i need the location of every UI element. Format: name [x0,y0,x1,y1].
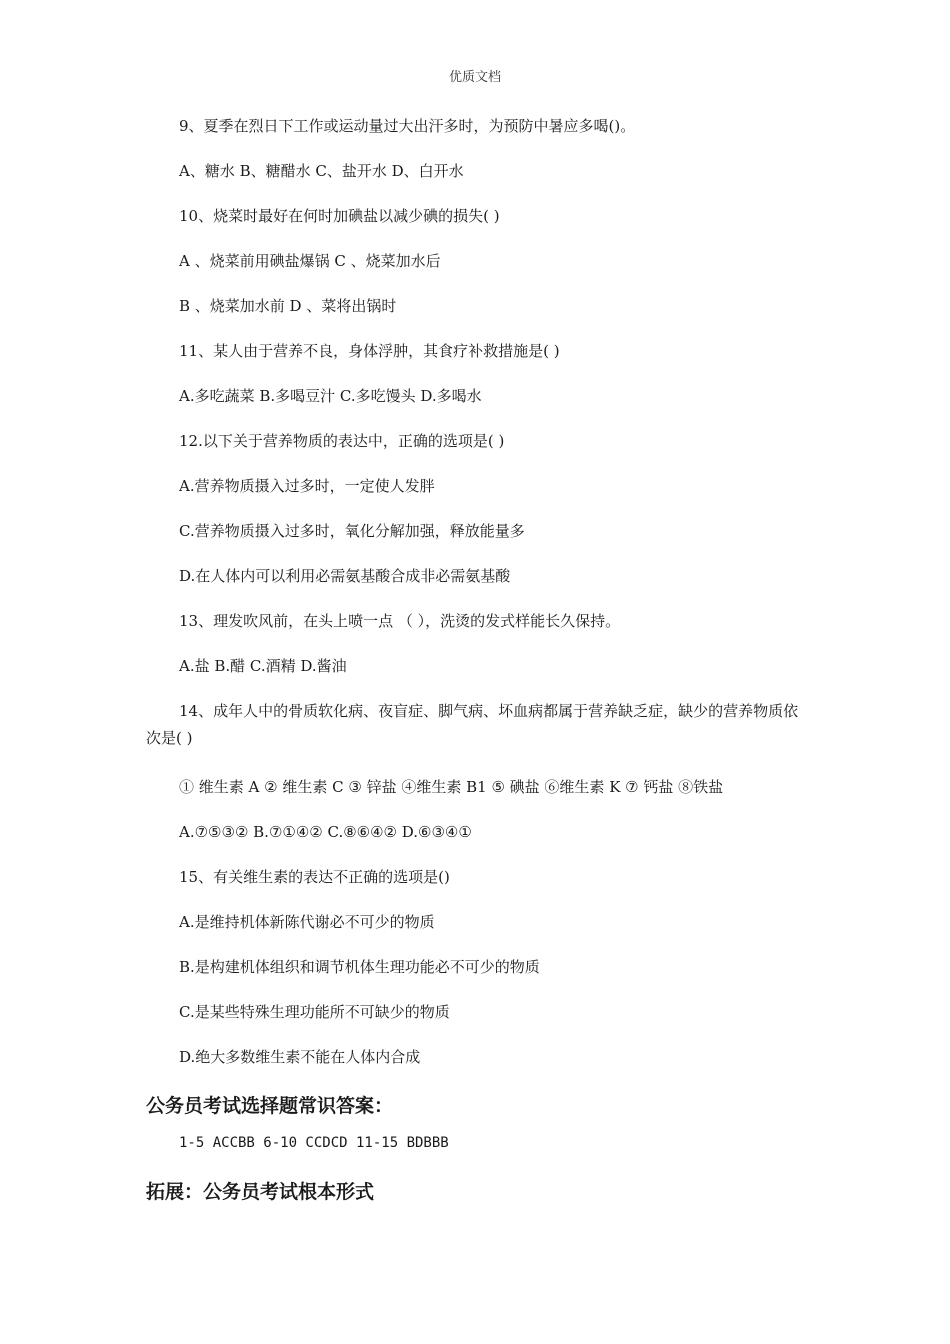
question-15-option-d: D.绝大多数维生素不能在人体内合成 [179,1048,421,1066]
question-15-option-c: C.是某些特殊生理功能所不可缺少的物质 [179,1003,450,1021]
question-10-options-a-c: A 、烧菜前用碘盐爆锅 C 、烧菜加水后 [179,252,441,270]
question-9-options: A、糖水 B、糖醋水 C、盐开水 D、白开水 [179,162,464,180]
question-12-option-a: A.营养物质摄入过多时，一定使人发胖 [179,477,435,495]
question-13-options: A.盐 B.醋 C.酒精 D.酱油 [179,657,347,675]
page-header: 优质文档 [448,70,501,85]
extension-heading: 拓展：公务员考试根本形式 [146,1181,375,1203]
question-12-option-c: C.营养物质摄入过多时，氧化分解加强，释放能量多 [179,522,525,540]
question-14: 14、成年人中的骨质软化病、夜盲症、脚气病、坏血病都属于营养缺乏症，缺少的营养物质依次是( ) [146,702,799,747]
answers-heading: 公务员考试选择题常识答案： [146,1095,394,1117]
question-12-option-d: D.在人体内可以利用必需氨基酸合成非必需氨基酸 [179,567,511,585]
question-10-options-b-d: B 、烧菜加水前 D 、菜将出锅时 [179,297,397,315]
question-11-options: A.多吃蔬菜 B.多喝豆汁 C.多吃馒头 D.多喝水 [179,387,482,405]
question-15-option-b: B.是构建机体组织和调节机体生理功能必不可少的物质 [179,958,540,976]
question-11: 11、某人由于营养不良，身体浮肿，其食疗补救措施是( ) [179,342,560,360]
question-14-items: ① 维生素 A ② 维生素 C ③ 锌盐 ④维生素 B1 ⑤ 碘盐 ⑥维生素 K ⑦ 钙盐 ⑧铁盐 [179,778,724,796]
question-10: 10、烧菜时最好在何时加碘盐以减少碘的损失( ) [179,207,500,225]
question-14-options: A.⑦⑤③② B.⑦①④② C.⑧⑥④② D.⑥③④① [179,823,472,841]
question-13: 13、理发吹风前，在头上喷一点 （ ），洗烫的发式样能长久保持。 [179,612,621,630]
question-15-option-a: A.是维持机体新陈代谢必不可少的物质 [179,913,435,931]
question-15: 15、有关维生素的表达不正确的选项是() [179,868,450,886]
answers-text: 1-5 ACCBB 6-10 CCDCD 11-15 BDBBB [179,1135,449,1151]
question-9: 9、夏季在烈日下工作或运动量过大出汗多时，为预防中暑应多喝()。 [179,117,636,135]
question-12: 12.以下关于营养物质的表达中，正确的选项是( ) [179,432,505,450]
